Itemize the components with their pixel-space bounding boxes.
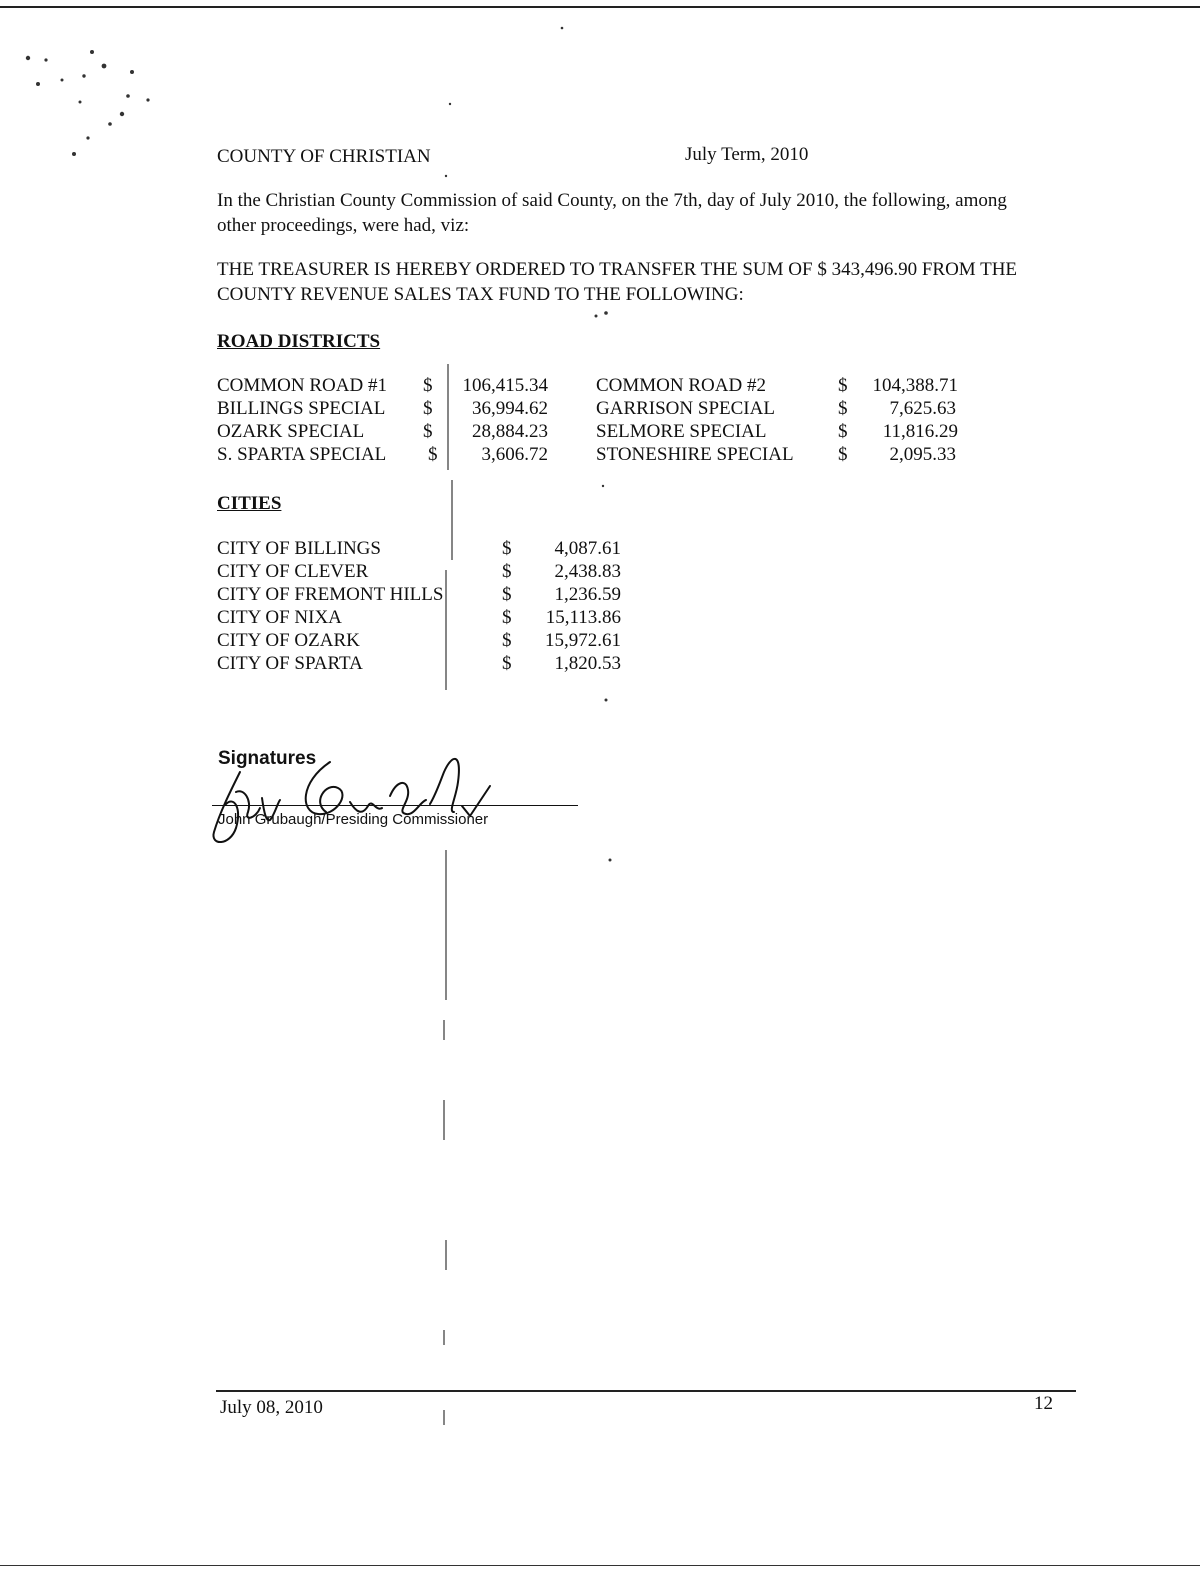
currency-symbol: $	[423, 421, 433, 442]
road-district-amount: 36,994.62	[472, 398, 548, 419]
road-district-name: STONESHIRE SPECIAL	[596, 444, 794, 465]
page-number: 12	[1034, 1393, 1053, 1414]
footer-date: July 08, 2010	[220, 1397, 323, 1418]
city-amount: 4,087.61	[554, 538, 621, 559]
cities-heading: CITIES	[217, 493, 282, 514]
footer-rule	[216, 1390, 1076, 1392]
currency-symbol: $	[502, 653, 512, 674]
road-district-name: COMMON ROAD #1	[217, 375, 387, 396]
road-district-amount: 7,625.63	[889, 398, 956, 419]
city-amount: 15,113.86	[545, 607, 621, 628]
road-district-name: COMMON ROAD #2	[596, 375, 766, 396]
road-districts-heading: ROAD DISTRICTS	[217, 331, 381, 352]
currency-symbol: $	[502, 630, 512, 651]
city-name: CITY OF CLEVER	[217, 561, 369, 582]
road-district-amount: 104,388.71	[872, 375, 958, 396]
currency-symbol: $	[838, 398, 848, 419]
road-district-amount: 106,415.34	[462, 375, 548, 396]
city-amount: 15,972.61	[545, 630, 621, 651]
currency-symbol: $	[838, 421, 848, 442]
signature-line	[212, 805, 578, 806]
city-amount: 1,236.59	[554, 584, 621, 605]
bottom-border-rule	[0, 1565, 1200, 1566]
county-name: COUNTY OF CHRISTIAN	[217, 146, 431, 167]
signer-caption: John Grubaugh/Presiding Commissioner	[218, 811, 489, 828]
currency-symbol: $	[423, 375, 433, 396]
currency-symbol: $	[423, 398, 433, 419]
city-amount: 1,820.53	[554, 653, 621, 674]
road-district-name: BILLINGS SPECIAL	[217, 398, 386, 419]
road-district-name: SELMORE SPECIAL	[596, 421, 767, 442]
city-name: CITY OF NIXA	[217, 607, 342, 628]
city-name: CITY OF FREMONT HILLS	[217, 584, 444, 605]
road-district-name: S. SPARTA SPECIAL	[217, 444, 387, 465]
term-label: July Term, 2010	[685, 144, 809, 165]
road-district-name: GARRISON SPECIAL	[596, 398, 775, 419]
road-district-name: OZARK SPECIAL	[217, 421, 365, 442]
intro-line-2: other proceedings, were had, viz:	[217, 215, 470, 236]
currency-symbol: $	[838, 375, 848, 396]
road-district-amount: 2,095.33	[889, 444, 956, 465]
handwritten-signature	[200, 742, 500, 852]
order-line-2: COUNTY REVENUE SALES TAX FUND TO THE FOLLOWING:	[217, 284, 744, 305]
currency-symbol: $	[502, 561, 512, 582]
city-amount: 2,438.83	[554, 561, 621, 582]
road-district-amount: 3,606.72	[481, 444, 548, 465]
road-district-amount: 11,816.29	[882, 421, 958, 442]
intro-line-1: In the Christian County Commission of said County, on the 7th, day of July 2010, the following, among	[217, 190, 1007, 211]
city-name: CITY OF BILLINGS	[217, 538, 381, 559]
currency-symbol: $	[502, 584, 512, 605]
road-district-amount: 28,884.23	[472, 421, 548, 442]
city-name: CITY OF SPARTA	[217, 653, 363, 674]
currency-symbol: $	[428, 444, 438, 465]
currency-symbol: $	[502, 607, 512, 628]
currency-symbol: $	[838, 444, 848, 465]
currency-symbol: $	[502, 538, 512, 559]
signatures-heading: Signatures	[218, 748, 317, 769]
city-name: CITY OF OZARK	[217, 630, 360, 651]
order-line-1: THE TREASURER IS HEREBY ORDERED TO TRANSFER THE SUM OF $ 343,496.90 FROM THE	[217, 259, 1018, 280]
